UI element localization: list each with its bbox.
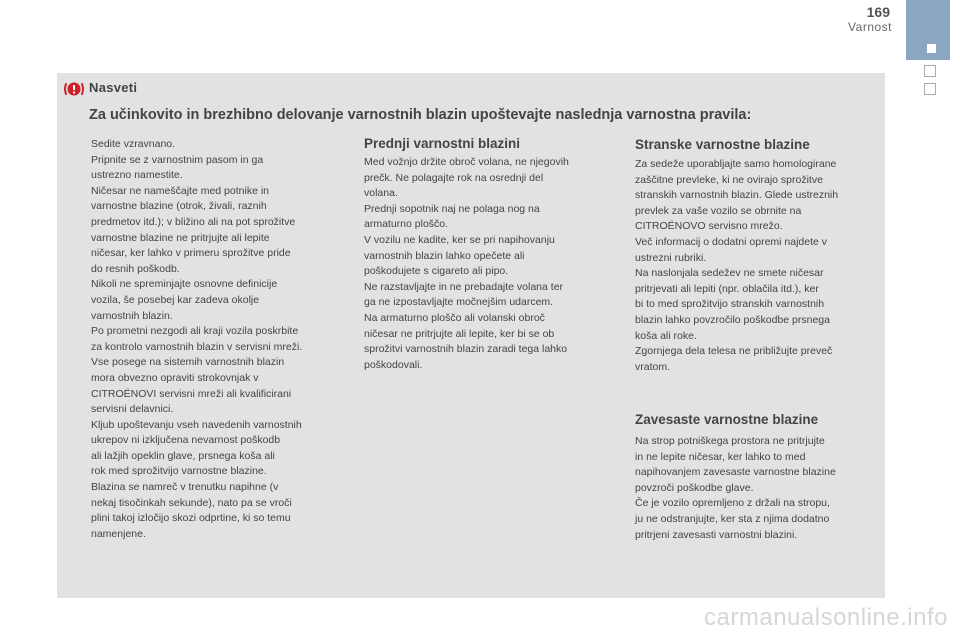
text-line: Nikoli ne spreminjajte osnovne definicije [91, 278, 278, 291]
text-line: Sedite vzravnano. [91, 138, 176, 150]
watermark: carmanualsonline.info [704, 604, 948, 631]
general-rules-text [91, 137, 347, 542]
text-line: armaturno ploščo. [364, 218, 449, 231]
text-line: Prednji sopotnik naj ne polaga nog na [364, 202, 540, 215]
tab-box-icon [924, 83, 936, 95]
text-line: predmetov itd.); v bližino ali na pot sprožitve [91, 215, 296, 228]
text-line: Za sedeže uporabljajte samo homologirane [635, 158, 837, 170]
text-line: povzroči poškodbe glave. [635, 481, 754, 494]
text-line: servisni delavnici. [91, 403, 174, 416]
text-line: ali lažjih opeklin glave, prsnega koša ali [91, 449, 275, 462]
text-line: CITROËNOVI servisni mreži ali kvalificirani [91, 387, 292, 400]
text-line: V vozilu ne kadite, ker se pri napihovanju [364, 233, 555, 246]
text-line: Ničesar ne nameščajte med potnike in [91, 184, 270, 197]
text-line: vratom. [635, 360, 671, 373]
text-line: pritrjevati ali lepiti (npr. oblačila itd.), ker [635, 282, 819, 295]
text-line: prevlek za vaše vozilo se obrnite na [635, 204, 802, 217]
text-line: Pripnite se z varnostnim pasom in ga [91, 153, 264, 166]
text-line: varnostnih blazin. [91, 309, 173, 322]
text-line: bi to med sprožitvijo stranskih varnostnih [635, 298, 825, 311]
text-line: ukrepov ni izključena nevarnost poškodb [91, 434, 281, 447]
curtain-airbags-heading: Zavesaste varnostne blazine [635, 412, 819, 427]
side-airbags-text [635, 157, 880, 375]
text-line: do resnih poškodb. [91, 262, 180, 275]
text-line: stranskih varnostnih blazin. Glede ustreznih [635, 189, 839, 202]
text-line: Več informacij o dodatni opremi najdete v [635, 235, 828, 248]
text-line: poškodovali. [364, 358, 423, 371]
text-line: za kontrolo varnostnih blazin v servisni mreži. [91, 340, 303, 353]
text-line: Ne razstavljajte in ne prebadajte volana ter [364, 280, 564, 293]
side-airbags-heading: Stranske varnostne blazine [635, 137, 810, 152]
section-tab [906, 0, 950, 60]
front-airbags-text [364, 155, 614, 373]
text-line: napihovanjem zavesaste varnostne blazine [635, 466, 836, 479]
text-line: mora obvezno opraviti strokovnjak v [91, 371, 259, 384]
text-line: pritrjeni zavesasti varnostni blazini. [635, 528, 798, 541]
text-line: poškodujete s cigareto ali pipo. [364, 265, 509, 278]
text-line: Blazina se namreč v trenutku napihne (v [91, 481, 279, 494]
text-line: prečk. Ne polagajte rok na osrednji del [364, 171, 544, 184]
text-line: Po prometni nezgodi ali kraji vozila poskrbite [91, 325, 299, 338]
text-line: Vse posege na sistemih varnostnih blazin [91, 356, 285, 369]
front-airbags-heading: Prednji varnostni blazini [364, 136, 521, 151]
text-line: blazin lahko povzročilo poškodbe prsnega [635, 313, 830, 326]
tab-box-icon [924, 65, 936, 77]
curtain-airbags-text [635, 434, 880, 543]
advice-title: Za učinkovito in brezhibno delovanje varnostnih blazin upoštevajte naslednja varnostna pravila: [89, 107, 752, 123]
text-line: zaščitne prevleke, ki ne ovirajo sprožitve [635, 173, 823, 186]
section-name: Varnost [848, 20, 892, 34]
text-line: ga ne izpostavljajte močnejšim udarcem. [364, 296, 554, 309]
text-line: varnostne blazine ne pritrjujte ali lepite [91, 231, 270, 244]
text-line: varnostne blazine (otrok, živali, raznih [91, 200, 267, 213]
text-line: Zgornjega dela telesa ne približujte preveč [635, 345, 833, 358]
text-line: varnostnih blazin lahko opečete ali [364, 249, 525, 262]
text-line: CITROËNOVO servisno mrežo. [635, 220, 783, 233]
text-line: Če je vozilo opremljeno z držali na stropu, [635, 497, 830, 510]
text-line: ničesar ne pritrjujte ali lepite, ker bi se ob [364, 327, 555, 340]
page-number: 169 [866, 4, 890, 20]
text-line: ustrezno namestite. [91, 169, 183, 182]
text-line: Kljub upoštevanju vseh navedenih varnostnih [91, 418, 302, 431]
text-line: Med vožnjo držite obroč volana, ne njegovih [364, 156, 569, 168]
text-line: Na naslonjala sedežev ne smete ničesar [635, 267, 824, 280]
text-line: ničesar, ker lahko v primeru sprožitve pride [91, 247, 291, 260]
text-line: in ne lepite ničesar, ker lahko to med [635, 450, 806, 463]
text-line: sprožitvi varnostnih blazin zaradi tega lahko [364, 343, 568, 356]
text-line: vozila, še posebej kar zadeva okolje [91, 293, 260, 306]
tab-marker-icon [927, 44, 936, 53]
text-line: rok med sprožitvijo varnostne blazine. [91, 465, 267, 478]
text-line: volana. [364, 187, 398, 200]
text-line: plini takoj izločijo skozi odprtine, ki so temu [91, 512, 291, 525]
text-line: nekaj tisočinkah sekunde), nato pa se vroči [91, 496, 292, 509]
text-line: Na strop potniškega prostora ne pritrjujte [635, 435, 825, 447]
text-line: ustrezni rubriki. [635, 251, 707, 264]
advice-heading: Nasveti [89, 80, 138, 95]
text-line: ju ne odstranjujte, ker sta z njima dodatno [635, 512, 830, 525]
text-line: namenjene. [91, 527, 146, 540]
text-line: koša ali roke. [635, 329, 697, 342]
text-line: Na armaturno ploščo ali volanski obroč [364, 311, 545, 324]
warning-icon [63, 80, 85, 98]
